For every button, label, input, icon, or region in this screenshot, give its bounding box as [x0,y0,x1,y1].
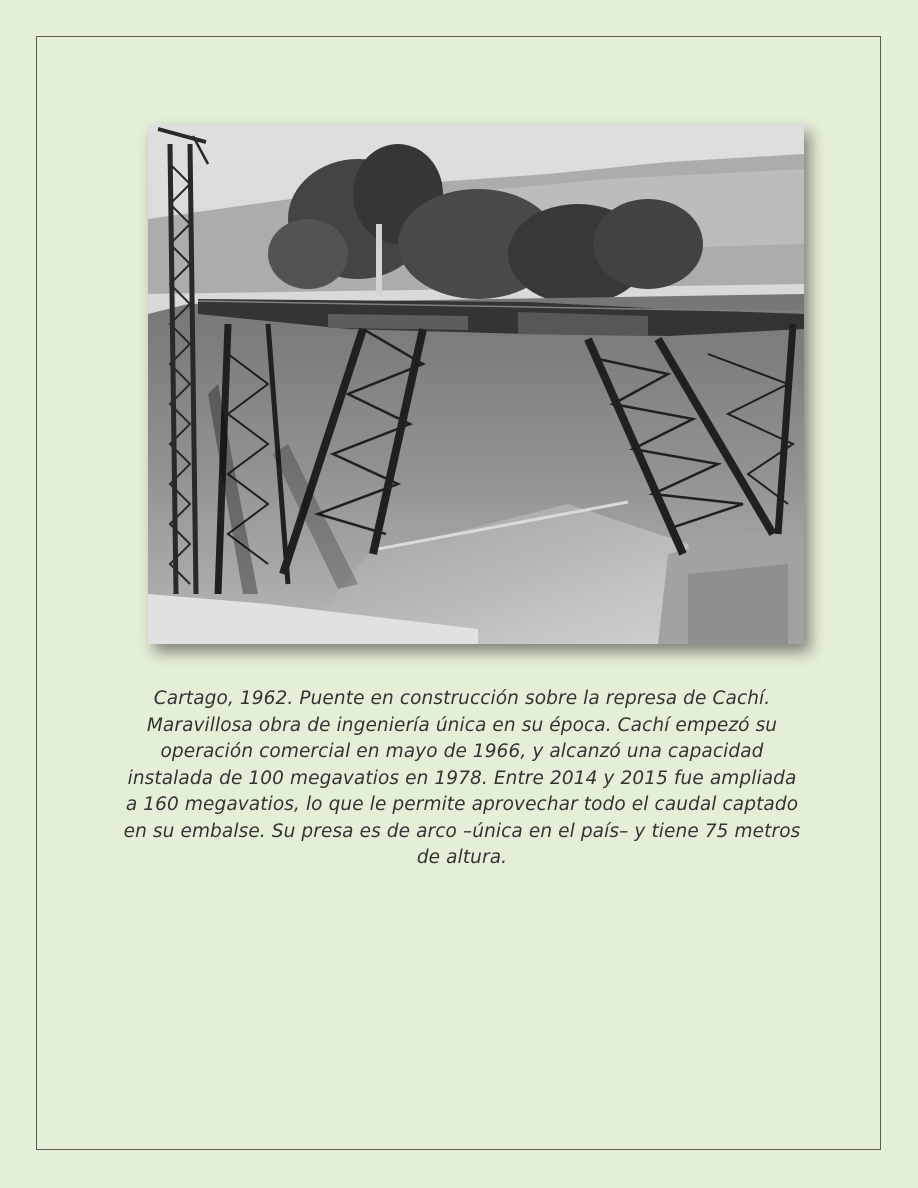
historic-bridge-photo [148,124,804,644]
photo-caption: Cartago, 1962. Puente en construcción sobre la represa de Cachí. Maravillosa obra de ingeniería única en su época. Cachí empezó su operación comercial en mayo de 1966, y alcanzó una capacidad instalada de 100 megavatios en 1978. Entre 2014 y 2015 fue ampliada a 160 megavatios, lo que le permite aprovechar todo el caudal captado en su embalse. Su presa es de arco –única en el país– y tiene 75 metros de altura. [123,688,801,868]
